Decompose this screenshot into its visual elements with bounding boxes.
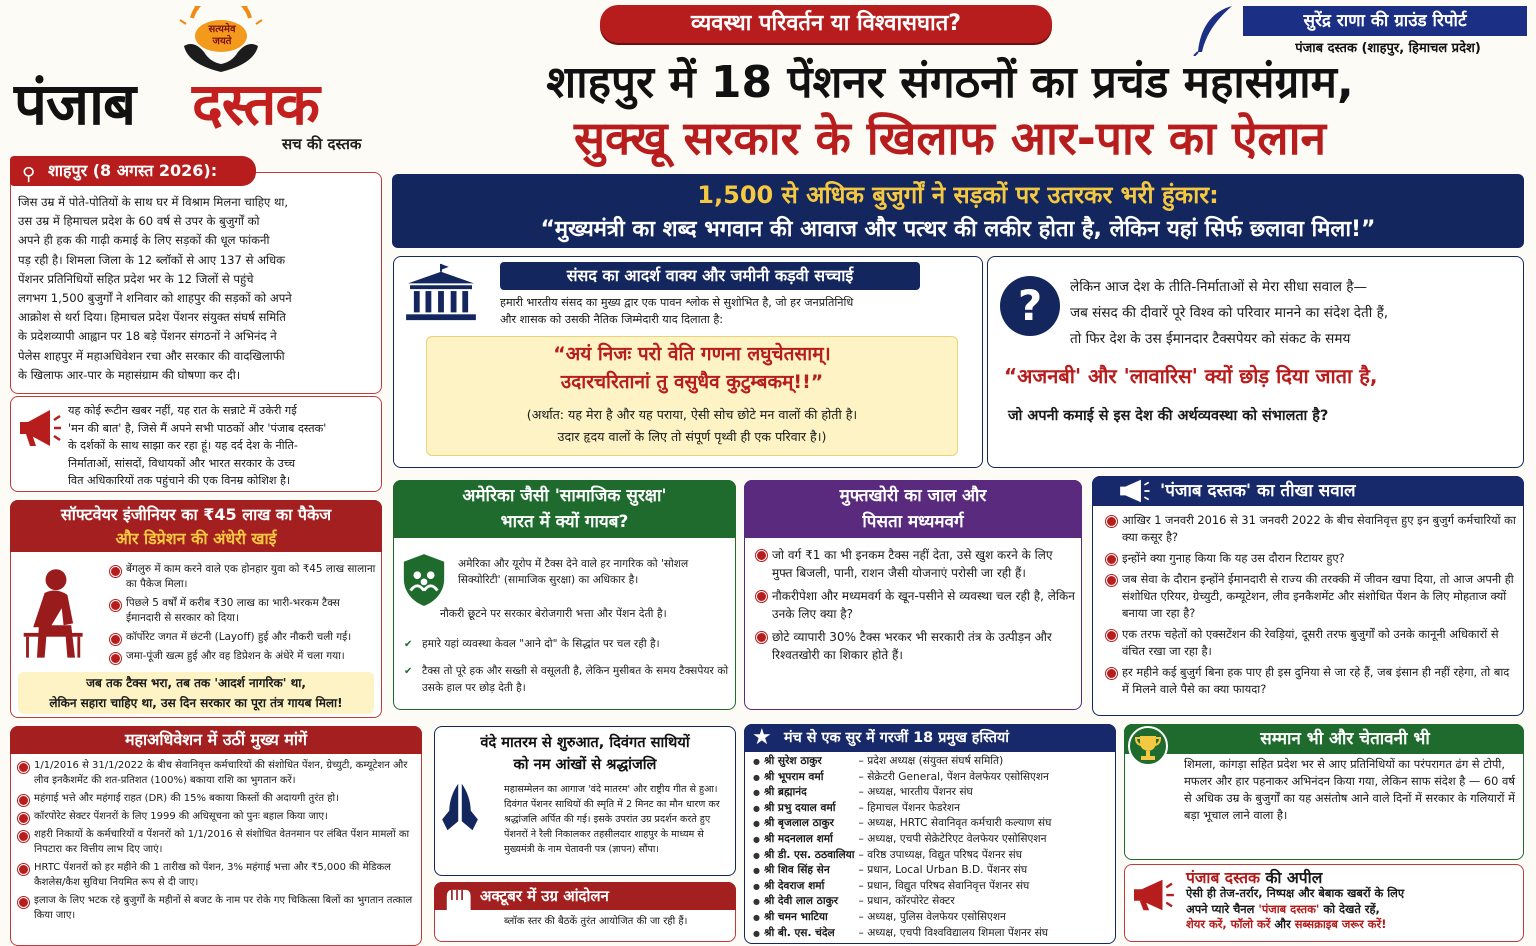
appeal-title-brand: पंजाब दस्तक — [1186, 869, 1261, 887]
sharp-point: आखिर 1 जनवरी 2016 से 31 जनवरी 2022 के बीच सेवानिवृत्त हुए इन बुजुर्ग कर्मचारियों का क्या कसूर है? — [1102, 512, 1518, 546]
dateline-line: के प्रदेशव्यापी आह्वान पर 18 बड़े पेंशनर संगठनों ने अभिनंद ने — [18, 329, 277, 344]
sharp-point: इन्होंने क्या गुनाह किया कि यह उस दौरान रिटायर हुए? — [1102, 550, 1518, 567]
personality-row — [750, 879, 1055, 895]
freebies-point: छोटे व्यापारी 30% टैक्स भरकर भी सरकारी तंत्र के उत्पीड़न और रिश्वतखोरी का शिकार होते हैं। — [752, 628, 1076, 665]
question-highlight: “अजनबी' और 'लावारिस' क्यों छोड़ दिया जाता है, — [1004, 364, 1378, 388]
demand-point: महंगाई भत्ते और महंगाई राहत (DR) की 15% बकाया किस्तों की अदायगी तुरंत हो। — [14, 791, 420, 806]
folded-hands-icon — [440, 782, 480, 832]
social-security-title — [393, 480, 736, 538]
parliament-intro-line: और शासक को उसकी नैतिक जिम्मेदारी याद दिलाता है: — [500, 313, 724, 326]
top-banner: व्यवस्था परिवर्तन या विश्वासघात? — [600, 5, 1052, 43]
personality-role: – सेक्रेटरी General, पेंशन वेलफेयर एसोसिएशन — [858, 770, 1049, 783]
hunkar-strip — [392, 174, 1524, 248]
social-point: ✔ हमारे यहां व्यवस्था केवल "आने दो" के सिद्धांत पर चल रही है। — [402, 636, 730, 653]
question-last-line: जो अपनी कमाई से इस देश की अर्थव्यवस्था को संभालता है? — [1008, 408, 1329, 424]
personality-row — [750, 832, 1055, 848]
personalities-table — [750, 754, 1055, 941]
sharp-question-points — [1102, 512, 1518, 702]
megaphone-icon — [14, 404, 62, 452]
appeal-line-2-brand: 'पंजाब दस्तक' — [1258, 901, 1320, 916]
appeal-line-2c: को देखते रहें, — [1319, 901, 1380, 916]
engineer-footer — [18, 672, 374, 714]
ground-report-badge: सुरेंद्र राणा की ग्राउंड रिपोर्ट — [1243, 6, 1527, 36]
tribute-text: महासम्मेलन का आगाज 'वंदे मातरम' और राष्ट्रीय गीत से हुआ। दिवंगत पेंशनर साथियों की स्मृति में 2 मिनट का मौन धारण कर श्रद्धांजलि अर्पित की गई। इसके उपरांत उग्र प्रदर्शन करते हुए पेंशनरों ने रैली निकालकर तहसीलदार शाहपुर के माध्यम से मुख्यमंत्री के नाम चेतावनी पत्र (ज्ञापन) सौंपा। — [504, 784, 720, 855]
sharp-point: जब सेवा के दौरान इन्होंने ईमानदारी से राज्य की तरक्की में जीवन खपा दिया, तो आज अपनी ही संशोधित एरियर, ग्रेच्युटी, कम्यूटेशन, लीव इनकैशमेंट और संशोधित पेंशन के लिए मोहताज क्यों बनाया जा रहा है? — [1102, 571, 1518, 622]
editor-note — [68, 402, 378, 490]
social-security-points — [402, 636, 730, 702]
appeal-line-3b: और — [1270, 917, 1295, 932]
personality-role: – प्रधान, Local Urban B.D. पेंशनर संघ — [858, 864, 1028, 877]
engineer-point: कॉर्पोरेट जगत में छंटनी (Layoff) हुई और नौकरी चली गई। — [106, 630, 378, 645]
dateline-line: जिस उम्र में पोते-पोतियों के साथ घर में विश्राम मिलना चाहिए था, — [18, 195, 289, 209]
engineer-title-line: सॉफ्टवेयर इंजीनियर का ₹45 लाख का पैकेज — [60, 505, 332, 524]
appeal-title-rest: की अपील — [1260, 869, 1323, 887]
appeal-share-follow: शेयर करें, फॉलो करें — [1186, 917, 1271, 932]
personality-role: – अध्यक्ष, एचपी विश्वविद्यालय शिमला पेंशनर संघ — [858, 926, 1049, 939]
personality-name: ● श्री मदनलाल शर्मा — [750, 832, 859, 848]
personality-row — [750, 848, 1055, 864]
personality-role: – अध्यक्ष, पुलिस वेलफेयर एसोसिएशन — [858, 910, 1006, 923]
engineer-point: बेंगलुरु में काम करने वाले एक होनहार युवा को ₹45 लाख सालाना का पैकेज मिला। — [106, 562, 378, 592]
personality-name: ● श्री बृजलाल ठाकुर — [750, 816, 859, 832]
dateline-chip — [10, 156, 256, 186]
demand-point: कॉरपोरेट सेक्टर पेंशनरों के लिए 1999 की अधिसूचना को पुनः बहाल किया जाए। — [14, 809, 420, 824]
question-text — [1070, 274, 1520, 352]
appeal-subscribe: सब्सक्राइब जरूर करें! — [1294, 917, 1387, 932]
question-line: लेकिन आज देश के तीति-निर्माताओं से मेरा सीधा सवाल है— — [1070, 279, 1368, 295]
star-icon: ★ — [752, 725, 772, 750]
logo-black-word: पंजाब — [14, 70, 136, 138]
personality-name: ● श्री बी. एस. चंदेल — [750, 926, 859, 942]
personality-role: – प्रधान, कॉरपोरेट सेक्टर — [858, 895, 955, 908]
personality-row — [750, 910, 1055, 926]
personality-name: ● श्री सुरेश ठाकुर — [750, 754, 859, 770]
editor-note-line: के दर्शकों के साथ साझा कर रहा हूं। यह दर्द देश के नीति- — [68, 439, 298, 453]
dateline-paragraph — [18, 193, 378, 385]
dateline-line: के खिलाफ आर-पार के महासंग्राम की घोषणा कर दी। — [18, 367, 241, 382]
demand-point: 1/1/2016 से 31/1/2022 के बीच सेवानिवृत्त कर्मचारियों की संशोधित पेंशन, ग्रेच्युटी, कम्यूटेशन और लीव इनकैशमेंट की शत-प्रतिशत (100%) बकाया राशि का भुगतान करें। — [14, 758, 420, 788]
personality-row — [750, 770, 1055, 786]
october-title: अक्टूबर में उग्र आंदोलन — [480, 887, 609, 905]
engineer-footer-line: जब तक टैक्स भरा, तब तक 'आदर्श नागरिक' था, — [86, 676, 306, 690]
parliament-intro — [500, 294, 978, 328]
dateline-line: अपने ही हक की गाढ़ी कमाई के लिए सड़कों की धूल फांकनी — [18, 233, 270, 248]
editor-note-line: 'मन की बात' है, जिसे मैं अपने सभी पाठकों और 'पंजाब दस्तक' — [68, 421, 327, 435]
quill-icon — [1192, 4, 1238, 56]
personality-row — [750, 785, 1055, 801]
tribute-title — [436, 732, 734, 776]
question-mark-icon: ? — [1000, 276, 1060, 336]
megaphone-icon — [1114, 478, 1154, 504]
social-security-text-2: नौकरी छूटने पर सरकार बेरोजगारी भत्ता और पेंशन देती है। — [440, 607, 667, 620]
personality-role: – प्रदेश अध्यक्ष (संयुक्त संघर्ष समिति) — [858, 755, 1004, 767]
parliament-title: संसद का आदर्श वाक्य और जमीनी कड़वी सच्चाई — [500, 262, 920, 290]
dateline-line: उस उम्र में हिमाचल प्रदेश के 60 वर्ष से उपर के बुजुर्गों को — [18, 214, 260, 229]
seal-text-top: सत्यमेव — [208, 24, 236, 35]
demands-title: महाअधिवेशन में उठीं मुख्य मांगें — [10, 726, 422, 754]
editor-note-line: वित अधिकारियों तक पहुंचाने की एक विनम्र कोशिश है। — [68, 474, 291, 488]
freebies-point: जो वर्ग ₹1 का भी इनकम टैक्स नहीं देता, उसे खुश करने के लिए मुफ्त बिजली, पानी, राशन जैसी योजनाएं परोसी जा रही हैं। — [752, 546, 1076, 583]
dateline-label: शाहपुर (8 अगस्त 2026): — [48, 161, 218, 180]
personality-row — [750, 894, 1055, 910]
honor-text: शिमला, कांगड़ा सहित प्रदेश भर से आए प्रतिनिधियों का परंपरागत ढंग से टोपी, मफलर और हार पहनाकर अभिनंदन किया गया, लेकिन साफ संदेश है — 60 वर्ष से अधिक उम्र के बुजुर्गों का यह असंतोष आने वाले दिनों में सरकार के गलियारों में बड़ा भूचाल लाने वाला है। — [1184, 757, 1515, 822]
personality-role: – अध्यक्ष, HRTC सेवानिवृत कर्मचारी कल्याण संघ — [858, 817, 1052, 830]
shloka-line-2: उदारचरितानां तु वसुधैव कुटुम्बकम्!!” — [560, 371, 824, 393]
personality-name: ● श्री डी. एस. ठठवालिया — [750, 848, 859, 864]
freebies-title-line: पिसता मध्यमवर्ग — [862, 512, 964, 532]
personality-row — [750, 754, 1055, 770]
dateline-line: आक्रोश से थर्रा दिया। हिमाचल प्रदेश पेंशनर संयुक्त संघर्ष समिति — [18, 310, 286, 325]
editor-note-line: यह कोई रूटीन खबर नहीं, यह रात के सन्नाटे में उकेरी गई — [68, 404, 297, 417]
engineer-title — [10, 500, 382, 552]
personality-role: – अध्यक्ष, एचपी सेक्रेटेरिएट वेलफेयर एसोसिएशन — [858, 832, 1047, 845]
appeal-line-1: ऐसी ही तेज-तर्रार, निष्पक्ष और बेबाक खबरों के लिए — [1186, 886, 1405, 900]
report-byline: पंजाब दस्तक (शाहपुर, हिमाचल प्रदेश) — [1295, 41, 1481, 56]
personality-name: ● श्री ब्रह्मानंद — [750, 785, 859, 801]
appeal-line-2 — [1186, 902, 1520, 918]
shloka-line-1: “अयं निजः परो वेति गणना लघुचेतसाम्। — [553, 343, 831, 365]
editor-note-line: निर्माताओं, सांसदों, विधायकों और भारत सरकार के उच्च — [68, 456, 296, 470]
depressed-man-icon — [18, 560, 94, 664]
personality-row — [750, 801, 1055, 817]
seal-text-bottom: जयते — [212, 36, 232, 47]
social-point: ✔ टैक्स तो पूरे हक और सख्ती से वसूलती है, लेकिन मुसीबत के समय टैक्सपेयर को उसके हाल पर छोड़ देती है। — [402, 663, 730, 697]
appeal-text — [1186, 886, 1520, 933]
appeal-title — [1186, 866, 1516, 888]
personality-name: ● श्री भूपराम वर्मा — [750, 770, 859, 786]
personality-name: ● श्री प्रभु दयाल वर्मा — [750, 801, 859, 817]
engineer-footer-line: लेकिन सहारा चाहिए था, उस दिन सरकार का पूरा तंत्र गायब मिला! — [49, 696, 343, 710]
location-pin-icon: ⚲ — [22, 164, 36, 185]
engineer-title-line: और डिप्रेशन की अंधेरी खाई — [115, 529, 277, 548]
shloka-text — [426, 340, 958, 396]
question-line: जब संसद की दीवारें पूरे विश्व को परिवार मानने का संदेश देती हैं, — [1070, 305, 1389, 321]
personality-row — [750, 863, 1055, 879]
logo-red-word: दस्तक — [192, 70, 319, 138]
freebies-points — [752, 546, 1076, 668]
personality-row — [750, 926, 1055, 942]
personality-role: – हिमाचल पेंशनर फेडरेशन — [858, 801, 960, 814]
appeal-line-3 — [1186, 917, 1520, 933]
headline-line-1: शाहपुर में 18 पेंशनर संगठनों का प्रचंड महासंग्राम, — [546, 57, 1354, 108]
engineer-points — [106, 562, 378, 668]
meaning-line-2: उदार हृदय वालों के लिए तो संपूर्ण पृथ्वी ही एक परिवार है।) — [557, 429, 827, 444]
freebies-title-line: मुफ्तखोरी का जाल और — [839, 486, 987, 506]
demand-point: शहरी निकायों के कर्मचारियों व पेंशनरों को 1/1/2016 से संशोधित वेतनमान पर लंबित पेंशन मामलों का निपटारा कर वित्तीय लाभ दिए जाएं। — [14, 827, 420, 857]
dateline-line: पेंशनर प्रतिनिधियों सहित प्रदेश भर के 12 जिलों से पहुंचे — [18, 271, 254, 286]
dateline-line: पड़ रही है। शिमला जिला के 12 ब्लॉकों से आए 137 से अधिक — [18, 252, 286, 267]
social-title-line: भारत में क्यों गायब? — [500, 512, 629, 532]
strip-line-2: “मुख्यमंत्री का शब्द भगवान की आवाज और पत्थर की लकीर होता है, लेकिन यहां सिर्फ छलावा मिला!” — [540, 217, 1376, 242]
sharp-question-title: 'पंजाब दस्तक' का तीखा सवाल — [1160, 481, 1356, 501]
personality-role: – अध्यक्ष, भारतीय पेंशनर संघ — [858, 786, 973, 799]
demand-point: HRTC पेंशनरों को हर महीने की 1 तारीख को पेंशन, 3% महंगाई भत्ता और ₹5,000 की मेडिकल कैशलेस/कैश सुविधा नियमित रूप से दी जाए। — [14, 860, 420, 890]
personality-role: – वरिष्ठ उपाध्यक्ष, विद्युत परिषद पेंशनर संघ — [858, 848, 1022, 861]
personalities-title: मंच से एक सुर में गरजीं 18 प्रमुख हस्तियां — [784, 730, 1010, 746]
trophy-icon — [1128, 726, 1168, 770]
social-title-line: अमेरिका जैसी 'सामाजिक सुरक्षा' — [462, 486, 667, 506]
tribute-title-line: को नम आंखों से श्रद्धांजलि — [513, 756, 657, 773]
raised-fist-icon — [440, 884, 474, 928]
parliament-intro-line: हमारी भारतीय संसद का मुख्य द्वार एक पावन श्लोक से सुशोभित है, जो हर जनप्रतिनिधि — [500, 296, 854, 309]
sharp-point: एक तरफ चहेतों को एक्सटेंशन की रेवड़ियां, दूसरी तरफ बुजुर्गों को उनके कानूनी अधिकारों से वंचित रखा जा रहा है। — [1102, 626, 1518, 660]
personality-name: ● श्री देवराज शर्मा — [750, 879, 859, 895]
appeal-line-2a: अपने प्यारे चैनल — [1186, 901, 1259, 916]
personality-name: ● श्री शिव सिंह सेन — [750, 863, 859, 879]
honor-title: सम्मान भी और चेतावनी भी — [1260, 729, 1430, 749]
october-text: ब्लॉक स्तर की बैठकें तुरंत आयोजित की जा रही हैं। — [504, 916, 688, 927]
social-security-text-1: अमेरिका और यूरोप में टैक्स देने वाले हर नागरिक को 'सोशल सिक्योरिटी' (सामाजिक सुरक्षा) का अधिकार है। — [458, 558, 689, 586]
megaphone-icon — [1130, 876, 1176, 914]
personality-role: – प्रधान, विद्युत परिषद सेवानिवृत्त पेंशनर संघ — [858, 879, 1030, 892]
logo-tagline: सच की दस्तक — [282, 135, 362, 153]
family-shield-icon — [400, 552, 448, 608]
personality-name: ● श्री चमन भाटिया — [750, 910, 859, 926]
headline-line-2: सुक्खू सरकार के खिलाफ आर-पार का ऐलान — [573, 111, 1327, 165]
parliament-building-icon — [402, 262, 480, 324]
engineer-point: जमा-पूंजी खत्म हुई और वह डिप्रेशन के अंधेरे में चला गया। — [106, 649, 378, 664]
strip-line-1: 1,500 से अधिक बुजुर्गों ने सड़कों पर उतरकर भरी हुंकार: — [697, 181, 1219, 209]
personality-row — [750, 816, 1055, 832]
freebies-point: नौकरीपेशा और मध्यमवर्ग के खून-पसीने से व्यवस्था चल रही है, लेकिन उनके लिए क्या है? — [752, 587, 1076, 624]
tribute-title-line: वंदे मातरम से शुरुआत, दिवंगत साथियों — [480, 734, 690, 751]
demand-point: इलाज के लिए भटक रहे बुजुर्गों के महीनों से बजट के नाम पर रोके गए चिकित्सा बिलों का भुगतान तत्काल किया जाए। — [14, 893, 420, 923]
dateline-line: लगभग 1,500 बुजुर्गों ने शनिवार को शाहपुर की सड़कों को अपने — [18, 291, 292, 306]
personality-name: ● श्री देवी लाल ठाकुर — [750, 894, 859, 910]
freebies-title — [744, 480, 1082, 538]
engineer-point: पिछले 5 वर्षों में करीब ₹30 लाख का भारी-भरकम टैक्स ईमानदारी से सरकार को दिया। — [106, 596, 378, 626]
dateline-line: पेलेस शाहपुर में महाअधिवेशन रचा और सरकार की वादखिलाफी — [18, 348, 285, 363]
shloka-meaning — [426, 404, 958, 448]
demands-points — [14, 758, 420, 926]
question-line: तो फिर देश के उस ईमानदार टैक्सपेयर को संकट के समय — [1070, 331, 1351, 347]
meaning-line-1: (अर्थात: यह मेरा है और यह पराया, ऐसी सोच छोटे मन वालों की होती है। — [526, 407, 858, 422]
sharp-point: हर महीने कई बुजुर्ग बिना हक पाए ही इस दुनिया से जा रहे हैं, जब इंसान ही नहीं रहेगा, तो बाद में मिलने वाले पैसे का क्या फायदा? — [1102, 664, 1518, 698]
